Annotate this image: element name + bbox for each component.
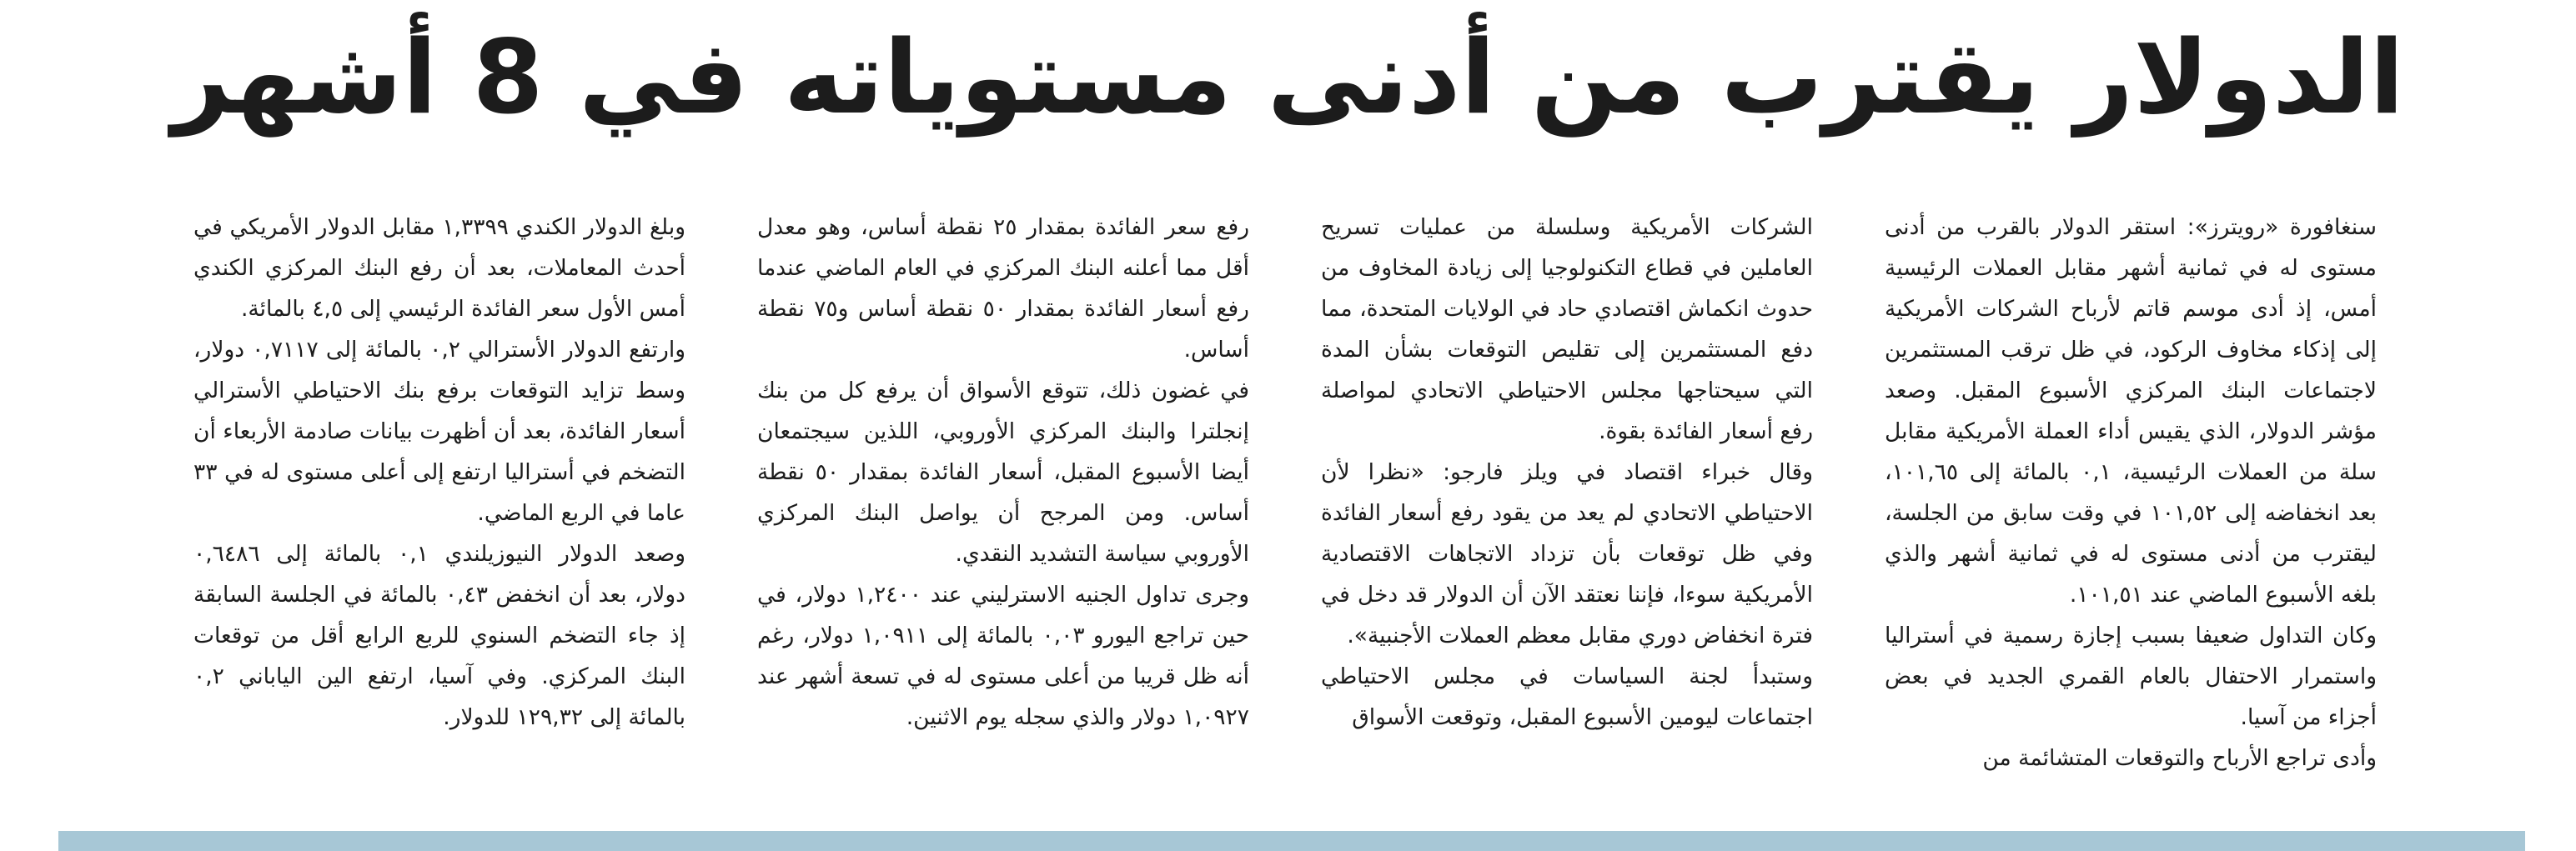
paragraph: وقال خبراء اقتصاد في ويلز فارجو: «نظرا لأن الاحتياطي الاتحادي لم يعد من يقود رفع أسعار الفائدة وفي ظل توقعات بأن تزداد الاتجاهات الاقتصادية الأمريكية سوءا، فإننا نعتقد الآن أن الدولار قد دخل في فترة انخفاض دوري مقابل معظم العملات الأجنبية».: [1321, 459, 1813, 648]
article-column-2: [1321, 207, 1813, 790]
paragraph: وصعد الدولار النيوزيلندي ٠,١ بالمائة إلى ٠,٦٤٨٦ دولار، بعد أن انخفض ٠,٤٣ بالمائة في الجلسة السابقة إذ جاء التضخم السنوي للربع الرابع أقل من توقعات البنك المركزي. وفي آسيا، ارتفع الين الياباني ٠,٢ بالمائة إلى ١٢٩,٣٢ للدولار.: [193, 541, 685, 730]
paragraph: رفع سعر الفائدة بمقدار ٢٥ نقطة أساس، وهو معدل أقل مما أعلنه البنك المركزي في العام الماضي عندما رفع أسعار الفائدة بمقدار ٥٠ نقطة أساس و٧٥ نقطة أساس.: [757, 214, 1249, 363]
article-column-3: [757, 207, 1249, 790]
paragraph: وستبدأ لجنة السياسات في مجلس الاحتياطي اجتماعات ليومين الأسبوع المقبل، وتوقعت الأسواق: [1321, 663, 1813, 730]
headline: الدولار يقترب من أدنى مستوياته في 8 أشهر: [171, 18, 2405, 137]
paragraph: وكان التداول ضعيفا بسبب إجازة رسمية في أستراليا واستمرار الاحتفال بالعام القمري الجديد في بعض أجزاء من آسيا.: [1885, 623, 2377, 730]
paragraph: وارتفع الدولار الأسترالي ٠,٢ بالمائة إلى ٠,٧١١٧ دولار، وسط تزايد التوقعات برفع بنك الاحتياطي الأسترالي أسعار الفائدة، بعد أن أظهرت بيانات صادمة الأربعاء أن التضخم في أستراليا ارتفع إلى أعلى مستوى له في ٣٣ عاما في الربع الماضي.: [193, 337, 685, 526]
paragraph: في غضون ذلك، تتوقع الأسواق أن يرفع كل من بنك إنجلترا والبنك المركزي الأوروبي، اللذين سيجتمعان أيضا الأسبوع المقبل، أسعار الفائدة بمقدار ٥٠ نقطة أساس. ومن المرجح أن يواصل البنك المركزي الأوروبي سياسة التشديد النقدي.: [757, 378, 1249, 567]
article-column-4: [193, 207, 685, 790]
paragraph: وأدى تراجع الأرباح والتوقعات المتشائمة من: [1982, 745, 2377, 771]
bottom-divider-bar: [58, 831, 2525, 851]
article-column-1: [1885, 207, 2377, 790]
paragraph: وجرى تداول الجنيه الاسترليني عند ١,٢٤٠٠ دولار، في حين تراجع اليورو ٠,٠٣ بالمائة إلى ١,٠٩١١ دولار، رغم أنه ظل قريبا من أعلى مستوى له في تسعة أشهر عند ١,٠٩٢٧ دولار والذي سجله يوم الاثنين.: [757, 582, 1249, 730]
paragraph: الشركات الأمريكية وسلسلة من عمليات تسريح العاملين في قطاع التكنولوجيا إلى زيادة المخاوف من حدوث انكماش اقتصادي حاد في الولايات المتحدة، مما دفع المستثمرين إلى تقليص التوقعات بشأن المدة التي سيحتاجها مجلس الاحتياطي الاتحادي لمواصلة رفع أسعار الفائدة بقوة.: [1321, 214, 1813, 444]
paragraph: سنغافورة «رويترز»: استقر الدولار بالقرب من أدنى مستوى له في ثمانية أشهر مقابل العملات الرئيسية أمس، إذ أدى موسم قاتم لأرباح الشركات الأمريكية إلى إذكاء مخاوف الركود، في ظل ترقب المستثمرين لاجتماعات البنك المركزي الأسبوع المقبل. وصعد مؤشر الدولار، الذي يقيس أداء العملة الأمريكية مقابل سلة من العملات الرئيسية، ٠,١ بالمائة إلى ١٠١,٦٥، بعد انخفاضه إلى ١٠١,٥٢ في وقت سابق من الجلسة، ليقترب من أدنى مستوى له في ثمانية أشهر والذي بلغه الأسبوع الماضي عند ١٠١,٥١.: [1885, 214, 2377, 608]
paragraph: وبلغ الدولار الكندي ١,٣٣٩٩ مقابل الدولار الأمريكي في أحدث المعاملات، بعد أن رفع البنك المركزي الكندي أمس الأول سعر الفائدة الرئيسي إلى ٤,٥ بالمائة.: [193, 214, 685, 322]
article-columns: [193, 207, 2377, 790]
